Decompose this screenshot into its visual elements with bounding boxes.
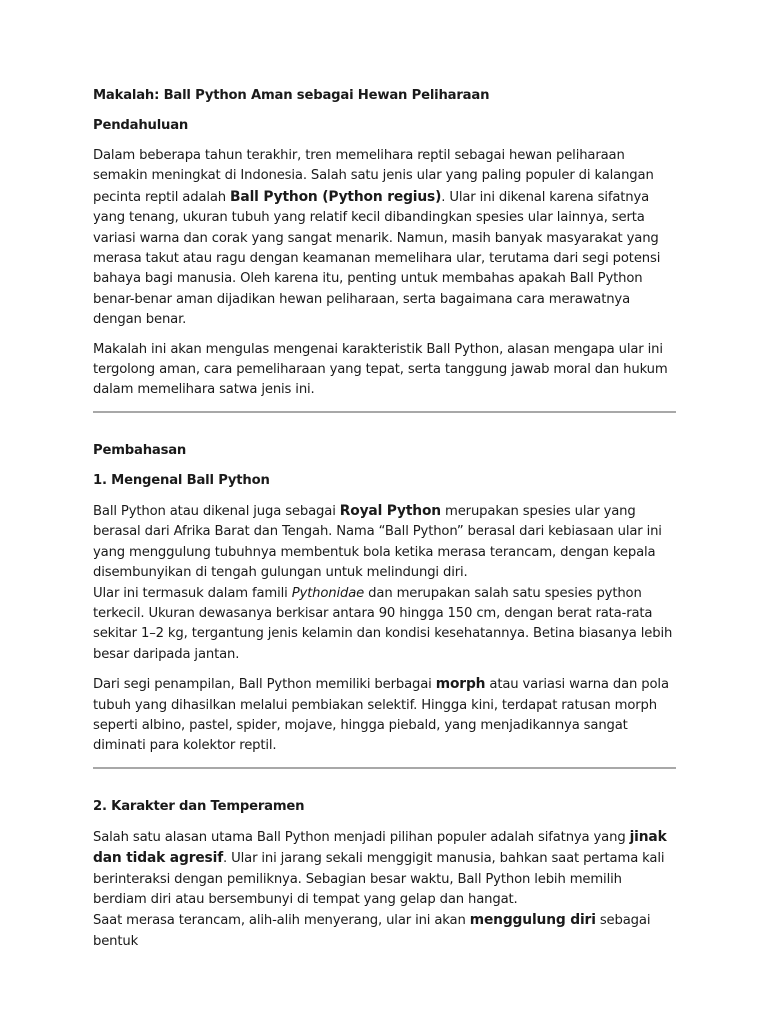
intro-p1-text-a: Dalam beberapa tahun terakhir, tren memelihara reptil sebagai hewan peliharaan semakin meningkat di Indonesia. Salah satu jenis ular yang paling populer di kalangan pecinta reptil adalah xyxy=(93,148,654,205)
intro-p1-bold: Ball Python (Python regius) xyxy=(230,188,442,205)
document-title: Makalah: Ball Python Aman sebagai Hewan Peliharaan xyxy=(93,88,490,103)
s2-p1-bold-2: menggulung diri xyxy=(469,912,596,929)
section-1-paragraph-2 xyxy=(93,674,676,757)
s2-p1-text-c: Saat merasa terancam, alih-alih menyerang, ular ini akan xyxy=(93,913,470,929)
s1-p1-text-b: merupakan spesies ular yang berasal dari Afrika Barat dan Tengah. Nama “Ball Python” berasal dari kebiasaan ular ini yang menggulung tubuhnya membentuk bola ketika merasa terancam, dengan kepala disembunyikan di tengah gulungan untuk melindungi diri. xyxy=(93,503,662,581)
section-divider xyxy=(93,767,676,769)
s2-p1-bold: jinak dan tidak agresif xyxy=(93,828,667,867)
section-2-heading: 2. Karakter dan Temperamen xyxy=(93,798,305,814)
intro-paragraph-1 xyxy=(93,146,676,331)
s1-p1-text-c: Ular ini termasuk dalam famili xyxy=(93,585,292,601)
s1-p2-bold: morph xyxy=(435,676,486,693)
section-1-paragraph-1 xyxy=(93,501,676,665)
intro-p1-text-b: . Ular ini dikenal karena sifatnya yang tenang, ukuran tubuh yang relatif kecil dibandingkan spesies ular lainnya, serta variasi warna dan corak yang sangat menarik. Namun, masih banyak masyarakat yang merasa takut atau ragu dengan keamanan memelihara ular, terutama dari segi potensi bahaya bagi manusia. Oleh karena itu, penting untuk membahas apakah Ball Python benar-benar aman dijadikan hewan peliharaan, serta bagaimana cara merawatnya dengan benar. xyxy=(93,189,661,328)
s1-p1-bold: Royal Python xyxy=(339,502,441,519)
s2-p1-text-d: sebagai bentuk xyxy=(93,913,651,949)
section-1-heading: 1. Mengenal Ball Python xyxy=(93,472,270,488)
s1-p1-text-a: Ball Python atau dikenal juga sebagai xyxy=(93,503,340,519)
s2-p1-text-a: Salah satu alasan utama Ball Python menjadi pilihan populer adalah sifatnya yang xyxy=(93,829,630,845)
s1-p2-text-b: atau variasi warna dan pola tubuh yang dihasilkan melalui pembiakan selektif. Hingga kini, terdapat ratusan morph seperti albino, pastel, spider, mojave, hingga piebald, yang menjadikannya sangat diminati para kolektor reptil. xyxy=(93,677,669,754)
s1-p2-text-a: Dari segi penampilan, Ball Python memiliki berbagai xyxy=(93,677,436,693)
discussion-heading: Pembahasan xyxy=(93,442,187,458)
section-2-paragraph-1 xyxy=(93,827,676,952)
intro-paragraph-2: Makalah ini akan mengulas mengenai karakteristik Ball Python, alasan mengapa ular ini tergolong aman, cara pemeliharaan yang tepat, serta tanggung jawab moral dan hukum dalam memelihara satwa jenis ini. xyxy=(93,341,668,398)
s1-p1-text-d: dan merupakan salah satu spesies python terkecil. Ukuran dewasanya berkisar antara 90 hingga 150 cm, dengan berat rata-rata sekitar 1–2 kg, tergantung jenis kelamin dan kondisi kesehatannya. Betina biasanya lebih besar daripada jantan. xyxy=(93,585,673,662)
document-page xyxy=(93,86,676,952)
section-divider xyxy=(93,411,676,413)
intro-heading: Pendahuluan xyxy=(93,118,189,133)
s1-p1-italic: Pythonidae xyxy=(291,585,365,601)
s2-p1-text-b: . Ular ini jarang sekali menggigit manusia, bahkan saat pertama kali berinteraksi dengan pemiliknya. Sebagian besar waktu, Ball Python lebih memilih berdiam diri atau bersembunyi di tempat yang gelap dan hangat. xyxy=(93,851,665,907)
